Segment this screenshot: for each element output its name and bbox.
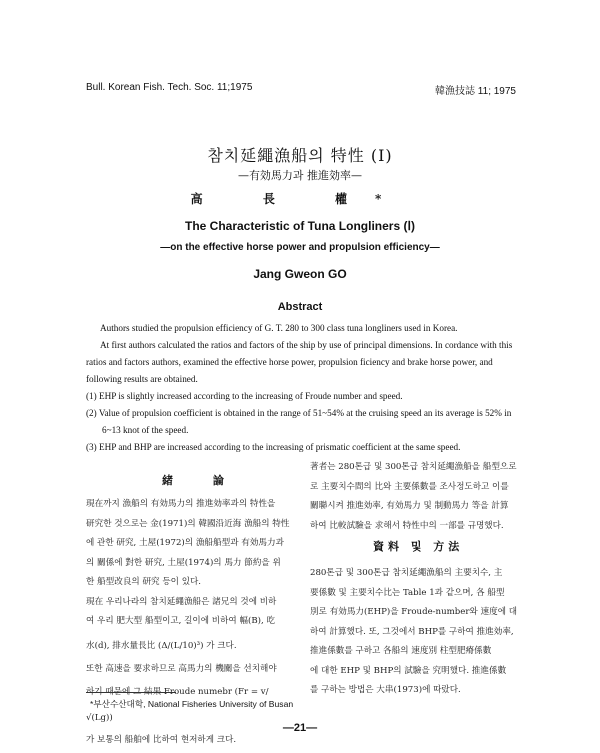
text-line: 에 대한 EHP 및 BHP의 試驗을 究明했다. 推進係數 (310, 665, 507, 676)
section-heading-introduction: 緒 論 (162, 474, 242, 487)
text-line: 別로 有効馬力(EHP)을 Froude-number와 速度에 대 (310, 607, 518, 617)
text-line: 研究한 것으로는 金(1971)의 韓國沿近海 漁船의 特性 (86, 518, 290, 529)
materials-methods-text (310, 564, 520, 701)
text-line: 한 船型改良의 研究 등이 있다. (86, 577, 202, 587)
title-korean: 참치延繩漁船의 特性 (Ⅰ) (207, 146, 393, 165)
abstract-result-2: (2) Value of propulsion coefficient is obtained in the range of 51~54% at the cruising speed an its average is 52% in 6~13 knot of the speed. (86, 408, 512, 435)
text-line: 하기 때문에 그 結果 Froude numebr (Fr = v/√(Lg)) (86, 687, 269, 723)
text-line: 要係數 및 主要치수比는 Table 1과 같으며, 各 船型 (310, 587, 505, 598)
abstract-result-1: (1) EHP is slightly increased according to the increasing of Froude number and speed. (86, 391, 403, 401)
author-english: Jang Gweon GO (253, 267, 347, 281)
footnote-divider (86, 692, 176, 693)
title-english: The Characteristic of Tuna Longliners (Ⅰ) (184, 219, 415, 233)
introduction-text (86, 495, 294, 751)
journal-citation-korean: 韓漁技誌 11; 1975 (435, 86, 516, 97)
text-line: 를 구하는 방법은 大串(1973)에 따랐다. (310, 685, 461, 695)
text-line: 가 보통의 船舶에 比하여 현저하게 크다. (86, 735, 237, 745)
text-line: 여 우리 肥大型 船型이고, 길이에 비하여 幅(B), 吃 (86, 616, 276, 626)
text-line: 現在까지 漁船의 有効馬力의 推進効率과의 特性을 (86, 499, 276, 509)
footnote: *부산수산대학, National Fisheries University of Busan (90, 699, 294, 709)
section-heading-materials-methods: 資料 및 方法 (373, 540, 464, 553)
text-line: 또한 高速을 要求하므로 高馬力의 機關을 선치해야 (86, 663, 277, 674)
text-line: 關聯시켜 推進効率, 有効馬力 및 制動馬力 等을 計算 (310, 501, 509, 511)
text-line: 現在 우리나라의 참치延繩漁船은 諸兄의 것에 비하 (86, 596, 277, 607)
journal-citation: Bull. Korean Fish. Tech. Soc. 11;1975 (86, 82, 253, 93)
text-line: 水(d), 排水量長比 (Δ/(L/10)³) 가 크다. (86, 640, 237, 651)
abstract-paragraph-2: At first authors calculated the ratios and factors of the ship by use of principal dimensions. In cordance with this ratios and factors authors, examined the effective horse power, propulsion ficiency and brake horse power, and following results are obtained. (86, 340, 513, 384)
abstract-heading: Abstract (277, 301, 323, 313)
text-line: 하여 比較試驗을 求해서 特性中의 一部를 규명했다. (310, 520, 504, 531)
author-korean: 高 長 權* (190, 192, 410, 206)
intro-continued-text (310, 458, 520, 536)
text-line: 로 主要치수間의 比와 主要係數를 조사정도하고 이를 (310, 481, 509, 492)
text-line: 推進係數를 구하고 各船의 速度別 柱型肥瘠係數 (310, 646, 492, 656)
text-line: 하여 計算했다. 또, 그것에서 BHP를 구하여 推進効率, (310, 626, 514, 637)
text-line: 280톤급 및 300톤급 참치延繩漁船의 主要치수, 主 (310, 568, 503, 578)
abstract-paragraph-1: Authors studied the propulsion efficiency of G. T. 280 to 300 class tuna longliners used in Korea. (100, 323, 458, 333)
page-number: —21— (282, 722, 318, 734)
abstract-result-3: (3) EHP and BHP are increased according to the increasing of prismatic coefficient at the same speed. (86, 442, 461, 452)
subtitle-english: —on the effective horse power and propulsion efficiency— (160, 242, 440, 253)
subtitle-korean: —有効馬力과 推進効率— (237, 169, 363, 182)
text-line: 에 관한 研究, 土屋(1972)의 漁船船型과 有効馬力과 (86, 538, 284, 548)
text-line: 著者는 280톤급 및 300톤급 참치延繩漁船을 船型으로 (310, 462, 517, 472)
text-line: 의 關係에 對한 研究, 土屋(1974)의 馬力 節約을 위 (86, 557, 281, 568)
